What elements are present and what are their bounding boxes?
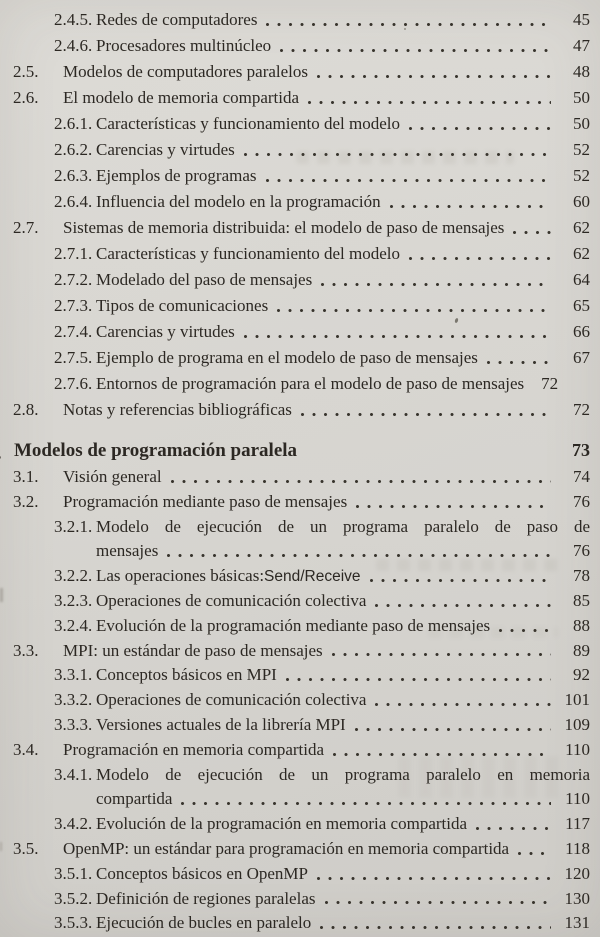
dot-leader <box>277 309 551 312</box>
toc-entry-page: 52 <box>573 166 590 185</box>
toc-entry-page: 117 <box>565 814 590 834</box>
toc-entry <box>0 7 600 33</box>
toc-entry-title: Carencias y virtudes <box>96 140 235 159</box>
toc-entry <box>0 345 600 371</box>
toc-entry <box>0 111 600 137</box>
toc-entry-title: Redes de computadores <box>96 10 258 29</box>
toc-entry-number: 3.5.2. <box>54 888 93 908</box>
chapter-page: 73 <box>572 440 590 460</box>
toc-entry-title: Conceptos básicos en OpenMP <box>96 863 309 883</box>
dot-leader <box>301 413 551 416</box>
toc-entry-title: Conceptos básicos en MPI <box>96 665 277 685</box>
toc-entry-title: Las operaciones básicas: <box>96 566 265 586</box>
toc-entry-number: 2.4.6. <box>54 36 93 55</box>
toc-entry-page: 52 <box>573 140 590 159</box>
toc-entry <box>0 738 600 763</box>
toc-entry <box>0 397 600 423</box>
toc-entry-title: Programación mediante paso de mensajes <box>63 491 348 511</box>
dot-leader <box>266 179 551 182</box>
toc-entry-title-code: Send/Receive <box>264 568 361 586</box>
dot-leader <box>476 827 551 830</box>
toc-entry-page: 120 <box>564 863 590 883</box>
toc-entry-number: 2.7.5. <box>54 348 93 367</box>
toc-entry <box>0 614 600 639</box>
toc-entry <box>0 490 600 515</box>
toc-entry <box>0 59 600 85</box>
toc-entry-number: 3.5.1. <box>54 863 93 883</box>
toc-entry-page: 118 <box>565 838 590 858</box>
toc-entry-number: 2.5. <box>13 62 39 81</box>
dot-leader <box>325 901 552 904</box>
toc-entry-number: 3.2.3. <box>54 590 93 610</box>
toc-entry <box>0 515 600 540</box>
toc-entry-title: Entornos de programación para el modelo de paso de mensajes <box>96 374 525 393</box>
dot-leader <box>244 335 551 338</box>
toc-entry-number: 3.2.1. <box>54 516 93 536</box>
toc-entry <box>0 763 600 788</box>
dot-leader <box>320 926 551 929</box>
toc-entry <box>0 215 600 241</box>
toc-entry <box>0 688 600 713</box>
toc-entry-number: 2.7.2. <box>54 270 93 289</box>
toc-entry <box>0 85 600 111</box>
toc-entry-title: Ejecución de bucles en paralelo <box>96 913 312 933</box>
toc-entry-page: 131 <box>564 913 590 933</box>
toc-entry-number: 3.4.1. <box>54 764 93 784</box>
dot-leader <box>390 205 551 208</box>
toc-entry-continuation <box>0 539 600 564</box>
toc-entry-number: 2.7.3. <box>54 296 93 315</box>
toc-entry-title: Modelo de ejecución de un programa paralelo en memoria <box>96 764 590 784</box>
toc-entry-page: 47 <box>573 36 590 55</box>
toc-entry-title-continuation: compartida <box>96 789 173 809</box>
toc-entry-number: 2.6.2. <box>54 140 93 159</box>
toc-entry-number: 3.3.1. <box>54 665 93 685</box>
toc-entry-title: El modelo de memoria compartida <box>63 88 300 107</box>
toc-entry <box>0 241 600 267</box>
toc-entry-number: 3.3.2. <box>54 690 93 710</box>
toc-entry <box>0 163 600 189</box>
toc-entry <box>0 663 600 688</box>
toc-entry-title: Ejemplos de programas <box>96 166 257 185</box>
toc-entry-number: 3.2. <box>13 491 39 511</box>
toc-entry-page: 109 <box>564 714 590 734</box>
toc-entry <box>0 137 600 163</box>
toc-entry-page: 45 <box>573 10 590 29</box>
toc-entry <box>0 465 600 490</box>
dot-leader <box>356 505 551 508</box>
toc-entry-title: Evolución de la programación en memoria compartida <box>96 814 468 834</box>
toc-entry-page: 48 <box>573 62 590 81</box>
toc-entry-title: Características y funcionamiento del modelo <box>96 114 401 133</box>
toc-entry-number: 2.7.1. <box>54 244 93 263</box>
toc-entry-number: 3.5. <box>13 838 39 858</box>
dot-leader <box>370 579 551 582</box>
toc-chapter-heading <box>0 435 600 465</box>
toc-entry <box>0 837 600 862</box>
toc-entry-page: 76 <box>573 491 590 511</box>
toc-entry <box>0 887 600 912</box>
dot-leader <box>167 554 551 557</box>
toc-entry-title: Visión general <box>63 467 162 486</box>
toc-entry <box>0 371 600 397</box>
toc-entry-page: 66 <box>573 322 590 341</box>
toc-entry-title: Modelado del paso de mensajes <box>96 270 313 289</box>
toc-entry-page: 67 <box>573 348 590 367</box>
toc-entry-number: 2.6. <box>13 88 39 107</box>
toc-entry-number: 2.7. <box>13 218 39 237</box>
dot-leader <box>317 877 551 880</box>
toc-entry-page: 72 <box>541 374 559 393</box>
toc-entry-number: 2.6.4. <box>54 192 93 211</box>
dot-leader <box>333 753 551 756</box>
dot-leader <box>409 127 551 130</box>
toc-entry-page: 62 <box>573 244 590 263</box>
toc-entry <box>0 189 600 215</box>
toc-entry-title: Carencias y virtudes <box>96 322 235 341</box>
toc-entry-title: Programación en memoria compartida <box>63 739 325 759</box>
toc-entry-number: 2.7.4. <box>54 322 93 341</box>
toc-entry-page: 92 <box>573 665 590 685</box>
toc-entry-page: 88 <box>573 615 590 635</box>
toc-entry-page: 110 <box>565 789 590 809</box>
toc-entry-title: Procesadores multinúcleo <box>96 36 272 55</box>
toc-entry-number: 2.6.3. <box>54 166 93 185</box>
dot-leader <box>518 852 551 855</box>
toc-entry <box>0 911 600 936</box>
toc-entry-page: 50 <box>573 114 590 133</box>
scan-artifact-comma <box>0 439 6 469</box>
toc-entry-page: 74 <box>573 467 590 486</box>
dot-leader <box>375 604 551 607</box>
toc-entry-title: Modelos de computadores paralelos <box>63 62 309 81</box>
toc-entry-number: 3.5.3. <box>54 913 93 933</box>
toc-entry <box>0 862 600 887</box>
toc-entry-number: 3.4. <box>13 739 39 759</box>
dot-leader <box>499 629 551 632</box>
toc-entry-number: 2.6.1. <box>54 114 93 133</box>
toc-entry-page: 50 <box>573 88 590 107</box>
dot-leader <box>266 23 551 26</box>
chapter-title: Modelos de programación paralela <box>14 440 298 461</box>
toc-entry-title: Notas y referencias bibliográficas <box>63 400 292 419</box>
toc-entry-title: Operaciones de comunicación colectiva <box>96 690 367 710</box>
toc-entry-title: MPI: un estándar de paso de mensajes <box>63 640 323 660</box>
toc-entry-page: 65 <box>573 296 590 315</box>
dot-leader <box>513 231 551 234</box>
toc-entry <box>0 319 600 345</box>
toc-entry-number: 2.4.5. <box>54 10 93 29</box>
toc-entry-title: OpenMP: un estándar para programación en memoria compartida <box>63 838 510 858</box>
toc-entry-title: Influencia del modelo en la programación <box>96 192 381 211</box>
toc-entry-continuation <box>0 787 600 812</box>
toc-entry-page: 85 <box>573 590 590 610</box>
toc-entry <box>0 33 600 59</box>
toc-entry-title: Modelo de ejecución de un programa paralelo de paso de <box>96 516 590 536</box>
toc-entry-number: 3.3.3. <box>54 714 93 734</box>
toc-entry-title: Operaciones de comunicación colectiva <box>96 590 367 610</box>
scan-edge-mark <box>0 842 2 851</box>
toc-entry-title: Versiones actuales de la librería MPI <box>96 714 346 734</box>
dot-leader <box>181 802 551 805</box>
dot-leader <box>487 361 551 364</box>
toc-entry-number: 2.8. <box>13 400 39 419</box>
toc-entry <box>0 293 600 319</box>
dot-leader <box>308 101 551 104</box>
toc-entry-number: 3.2.2. <box>54 566 93 586</box>
toc-entry-number: 3.3. <box>13 640 39 660</box>
toc-entry-number: 3.4.2. <box>54 814 93 834</box>
dot-leader <box>409 257 551 260</box>
dot-leader <box>375 703 551 706</box>
dot-leader <box>317 75 551 78</box>
toc-entry <box>0 812 600 837</box>
scan-edge-mark <box>0 588 3 602</box>
toc-entry <box>0 564 600 589</box>
toc-entry-title: Definición de regiones paralelas <box>96 888 316 908</box>
dot-leader <box>171 480 551 483</box>
toc-entry-page: 60 <box>573 192 590 211</box>
toc-entry-page: 130 <box>564 888 590 908</box>
toc-entry-title: Tipos de comunicaciones <box>96 296 269 315</box>
dot-leader <box>355 728 551 731</box>
dot-leader <box>286 678 551 681</box>
toc-entry-page: 64 <box>573 270 590 289</box>
toc-entry-number: 2.7.6. <box>54 374 93 393</box>
toc-entry-title-continuation: mensajes <box>96 541 159 561</box>
toc-entry-page: 78 <box>573 566 590 586</box>
toc-entry-page: 62 <box>573 218 590 237</box>
toc-entry-page: 101 <box>564 690 590 710</box>
toc-entry-page: 76 <box>573 541 590 561</box>
dot-leader <box>280 49 551 52</box>
dot-leader <box>332 653 551 656</box>
toc-entry-title: Evolución de la programación mediante paso de mensajes <box>96 615 491 635</box>
toc-entry-number: 3.2.4. <box>54 615 93 635</box>
toc-entry-page: 89 <box>573 640 590 660</box>
dot-leader <box>321 283 551 286</box>
toc-entry-page: 72 <box>573 400 590 419</box>
dot-leader <box>244 153 551 156</box>
toc-entry-page: 110 <box>565 739 590 759</box>
toc-entry <box>0 639 600 664</box>
toc-entry <box>0 589 600 614</box>
toc-entry <box>0 267 600 293</box>
toc-entry-title: Sistemas de memoria distribuida: el modelo de paso de mensajes <box>63 218 505 237</box>
toc-entry <box>0 713 600 738</box>
toc-entry-title: Características y funcionamiento del modelo <box>96 244 401 263</box>
toc-entry-title: Ejemplo de programa en el modelo de paso de mensajes <box>96 348 478 367</box>
toc-entry-number: 3.1. <box>13 467 39 486</box>
